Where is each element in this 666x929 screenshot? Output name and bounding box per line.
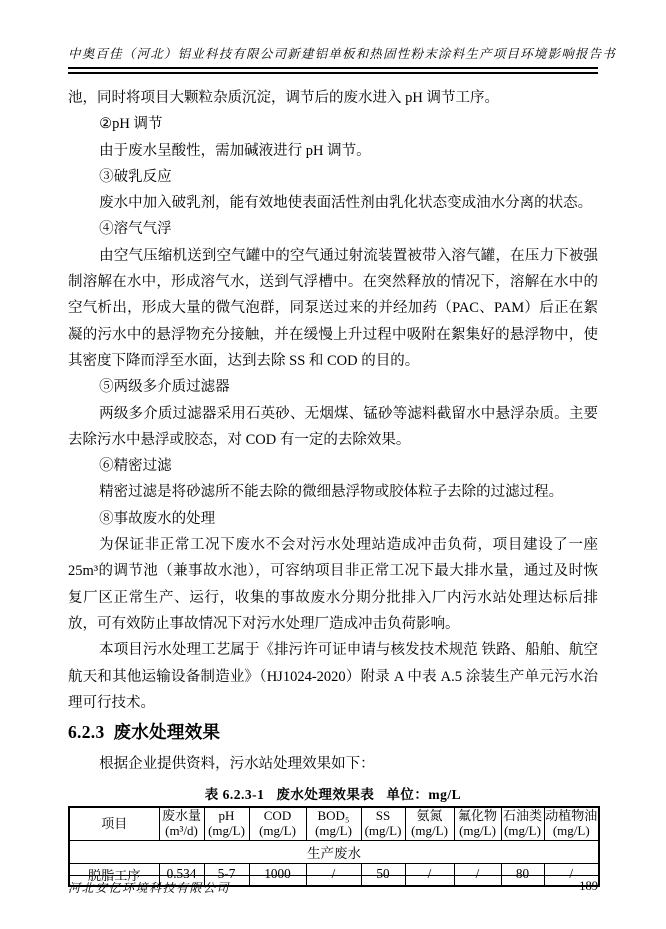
- body-paragraph: 池，同时将项目大颗粒杂质沉淀，调节后的废水进入 pH 调节工序。: [68, 90, 499, 106]
- column-header-name: BOD₅: [317, 808, 350, 824]
- page-header: [68, 44, 617, 74]
- body-paragraph: 废水中加入破乳剂，能有效地使表面活性剂由乳化状态变成油水分离的状态。: [99, 195, 593, 212]
- table-caption-unit: 单位：mg/L: [386, 787, 462, 803]
- column-header-name: 氨氮: [416, 808, 443, 824]
- table-cell: /: [544, 863, 599, 886]
- header-title: 中奥百佳（河北）铝业科技有限公司新建铝单板和热固性粉末涂料生产项目环境影响报告书: [68, 47, 617, 61]
- body-paragraph: 为保证非正常工况下废水不会对污水处理站造成冲击负荷，项目建设了一座 25m³的调节池（兼事故水池），可容纳项目非正常工况下最大排水量，通过及时恢复厂区正常生产、运行，收集的事故废水分期分批排入厂内污水站处理达标后排放，可有效防止事故情况下对污水处理厂造成冲击负荷影响。: [68, 537, 598, 632]
- column-header-unit: (mg/L): [315, 822, 352, 838]
- column-header: [249, 807, 306, 840]
- page-footer: [68, 875, 598, 896]
- column-header: [306, 807, 361, 840]
- table-cell: 0.534: [159, 863, 204, 886]
- body-paragraph: ②pH 调节: [99, 116, 163, 133]
- table-caption-label: 表 6.2.3-1: [204, 787, 265, 803]
- group-row-label: 生产废水: [69, 840, 599, 863]
- table-header-row: [69, 807, 599, 840]
- table-cell: /: [454, 863, 501, 886]
- table-cell: 80: [501, 863, 544, 886]
- column-header-name: 项目: [101, 815, 128, 831]
- footer-company: 河北安亿环境科技有限公司: [68, 881, 231, 895]
- table-caption: [68, 783, 598, 803]
- body-paragraph: 精密过滤是将砂滤所不能去除的微细悬浮物或胶体粒子去除的过滤过程。: [99, 484, 564, 501]
- body-paragraphs: [68, 85, 598, 716]
- column-header-unit: (m³/d): [165, 822, 198, 838]
- body-paragraph: 两级多介质过滤器采用石英砂、无烟煤、锰砂等滤料截留水中悬浮杂质。主要去除污水中悬浮或胶态，对 COD 有一定的去除效果。: [68, 405, 598, 448]
- column-header-name: pH: [218, 808, 235, 824]
- body-paragraph: ⑤两级多介质过滤器: [99, 379, 230, 396]
- column-header-unit: (mg/L): [459, 822, 496, 838]
- table-cell: 1000: [249, 863, 306, 886]
- column-header: [204, 807, 249, 840]
- section-number: 6.2.3: [68, 722, 105, 743]
- column-header-unit: (mg/L): [411, 822, 448, 838]
- table-caption-title: 废水处理效果表: [276, 787, 375, 803]
- body-paragraph: ⑥精密过滤: [99, 458, 172, 475]
- body-paragraph: ⑧事故废水的处理: [99, 510, 216, 527]
- table-cell: 50: [361, 863, 405, 886]
- body-paragraph: ③破乳反应: [99, 168, 172, 185]
- body-paragraph: ④溶气气浮: [99, 221, 172, 238]
- column-header-unit: (mg/L): [504, 822, 541, 838]
- column-header: [405, 807, 454, 840]
- table-cell: 脱脂工序: [69, 863, 159, 886]
- column-header-name: 石油类: [502, 808, 542, 824]
- column-header: [544, 807, 599, 840]
- table-cell: /: [306, 863, 361, 886]
- header-rule: [68, 67, 598, 74]
- intro-paragraph: 根据企业提供资料，污水站处理效果如下：: [99, 756, 375, 773]
- table-cell: 5-7: [204, 863, 249, 886]
- body-paragraph: 本项目污水处理工艺属于《排污许可证申请与核发技术规范 铁路、船舶、航空航天和其他运输设备制造业》（HJ1024-2020）附录 A 中表 A.5 涂装生产单元污水治理可行技术。: [68, 642, 598, 711]
- column-header: [361, 807, 405, 840]
- column-header-name: 动植物油: [545, 808, 598, 824]
- table-cell: /: [405, 863, 454, 886]
- column-header-unit: (mg/L): [208, 822, 245, 838]
- column-header-unit: (mg/L): [552, 822, 590, 838]
- section-title: 废水处理效果: [113, 722, 221, 743]
- column-header-name: 废水量: [161, 808, 201, 824]
- table-group-row: [69, 840, 599, 863]
- column-header: [69, 807, 159, 840]
- column-header-name: COD: [263, 808, 292, 824]
- footer-page-number: 189: [579, 879, 598, 893]
- section-heading: [68, 719, 598, 744]
- body-paragraph: 由空气压缩机送到空气罐中的空气通过射流装置被带入溶气罐，在压力下被强制溶解在水中，形成溶气水，送到气浮槽中。在突然释放的情况下，溶解在水中的空气析出，形成大量的微气泡群，同泵送过来的并经加药（PAC、PAM）后正在絮凝的污水中的悬浮物充分接触，并在缓慢上升过程中吸附在絮集好的悬浮物中，使其密度下降而浮至水面，达到去除 SS 和 COD 的目的。: [68, 247, 598, 369]
- column-header-name: SS: [375, 808, 391, 824]
- column-header: [159, 807, 204, 840]
- column-header: [501, 807, 544, 840]
- column-header-name: 氟化物: [457, 808, 497, 824]
- body-paragraph: 由于废水呈酸性，需加碱液进行 pH 调节。: [99, 142, 371, 159]
- column-header: [454, 807, 501, 840]
- column-header-unit: (mg/L): [259, 822, 296, 838]
- column-header-unit: (mg/L): [364, 822, 402, 838]
